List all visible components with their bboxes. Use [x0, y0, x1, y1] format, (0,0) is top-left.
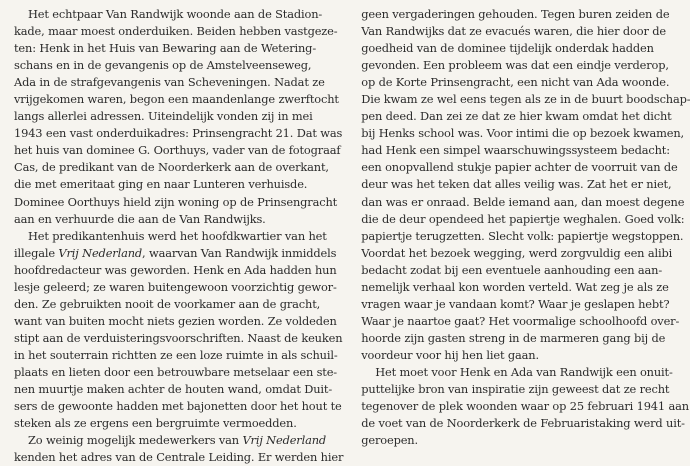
text-line: het huis van dominee G. Oorthuys, vader van de fotograaf [14, 143, 341, 158]
text-line: Dominee Oorthuys hield zijn woning op de Prinsengracht [14, 194, 338, 209]
text-line: Cas, de predikant van de Noorderkerk aan de overkant, [14, 160, 329, 175]
text-line: Waar je naartoe gaat? Het voormalige schoolhoofd over- [361, 313, 680, 328]
text-segment: , waarvan Van Randwijk inmiddels [142, 245, 337, 260]
text-line: vrijgekomen waren, begon een maandenlange zwerftocht [14, 92, 339, 107]
text-line: gevonden. Een probleem was dat een eindje verderop, [361, 58, 669, 73]
text-line [14, 432, 343, 449]
text-line: Het moet voor Henk en Ada van Randwijk een onuit- [375, 364, 673, 379]
text-line: Ada in de strafgevangenis van Scheveningen. Nadat ze [14, 75, 325, 90]
text-line: tegenover de plek woonden waar op 25 februari 1941 aan [361, 399, 689, 414]
text-line: Voordat het bezoek wegging, werd zorgvuldig een alibi [361, 245, 673, 260]
right-column [353, 6, 690, 459]
text-line [14, 245, 343, 262]
text-line: op de Korte Prinsengracht, een nicht van Ada woonde. [361, 75, 670, 90]
text-segment: Zo weinig mogelijk medewerkers van [28, 433, 243, 448]
left-column [14, 6, 353, 465]
text-line: ten: Henk in het Huis van Bewaring aan de Wetering- [14, 41, 317, 56]
text-line: die de deur opendeed het papiertje weghalen. Goed volk: [361, 211, 685, 226]
text-line: in het souterrain richtten ze een loze ruimte in als schuil- [14, 347, 338, 362]
text-line: 1943 een vast onderduikadres: Prinsengracht 21. Dat was [14, 126, 343, 141]
text-line: Van Randwijks dat ze evacués waren, die hier door de [361, 24, 666, 39]
text-line: bij Henks school was. Voor intimi die op bezoek kwamen, [361, 126, 685, 141]
text-line: steken als ze ergens een bergruimte vermoedden. [14, 416, 297, 431]
text-line: deur was het teken dat alles veilig was. Zat het er niet, [361, 177, 672, 192]
text-line: hoorde zijn gasten streng in de marmeren gang bij de [361, 330, 666, 345]
text-line: kade, maar moest onderduiken. Beiden hebben vastgeze- [14, 24, 338, 39]
text-line: vragen waar je vandaan komt? Waar je geslapen hebt? [361, 296, 670, 311]
text-line: aan en verhuurde die aan de Van Randwijks. [14, 211, 266, 226]
publication-title: Vrij Nederland [242, 433, 327, 448]
text-line: hoofdredacteur was geworden. Henk en Ada hadden hun [14, 262, 337, 277]
text-line: Het echtpaar Van Randwijk woonde aan de Stadion- [28, 7, 323, 21]
text-line: had Henk een simpel waarschuwingssysteem bedacht: [361, 143, 670, 158]
text-segment: illegale [14, 245, 59, 260]
text-line: een onopvallend stukje papier achter de voorruit van de [361, 160, 678, 175]
text-line: dan was er onraad. Belde iemand aan, dan moest degene [361, 194, 685, 209]
text-line: schans en in de gevangenis op de Amstelveenseweg, [14, 58, 312, 73]
text-line: nemelijk verhaal kon worden verteld. Wat zeg je als ze [361, 279, 669, 294]
text-line: kenden het adres van de Centrale Leiding. Er werden hier [14, 450, 344, 465]
text-line: papiertje terugzetten. Slecht volk: papiertje wegstoppen. [361, 228, 684, 243]
text-line: Die kwam ze wel eens tegen als ze in de buurt boodschap- [361, 92, 690, 107]
text-line: plaats en lieten door een betrouwbare metselaar een ste- [14, 364, 338, 379]
text-line: die met emeritaat ging en naar Lunteren verhuisde. [14, 177, 308, 192]
text-line: pen deed. Dan zei ze dat ze hier kwam omdat het dicht [361, 109, 672, 124]
text-line: Het predikantenhuis werd het hoofdkwartier van het [28, 228, 327, 243]
text-line: want van buiten mocht niets gezien worden. Ze voldeden [14, 313, 337, 328]
text-line: voordeur voor hij hen liet gaan. [361, 347, 539, 362]
text-line: goedheid van de dominee tijdelijk onderdak hadden [361, 41, 654, 56]
text-line: sers de gewoonte hadden met bajonetten door het hout te [14, 399, 342, 414]
publication-title: Vrij Nederland [58, 245, 143, 260]
text-line: de voet van de Noorderkerk de Februaristaking werd uit- [361, 416, 685, 431]
text-line: lesje geleerd; ze waren buitengewoon voorzichtig gewor- [14, 279, 337, 294]
text-line: nen muurtje maken achter de houten wand, omdat Duit- [14, 382, 333, 397]
text-line: stipt aan de verduisteringsvoorschriften. Naast de keuken [14, 330, 343, 345]
text-line: puttelijke bron van inspiratie zijn geweest dat ze recht [361, 382, 670, 397]
text-line: geroepen. [361, 433, 418, 448]
text-line: geen vergaderingen gehouden. Tegen buren zeiden de [361, 7, 670, 21]
text-line: bedacht zodat bij een eventuele aanhouding een aan- [361, 262, 663, 277]
text-line: langs allerlei adressen. Uiteindelijk vonden zij in mei [14, 109, 313, 124]
text-line: den. Ze gebruikten nooit de voorkamer aan de gracht, [14, 296, 321, 311]
